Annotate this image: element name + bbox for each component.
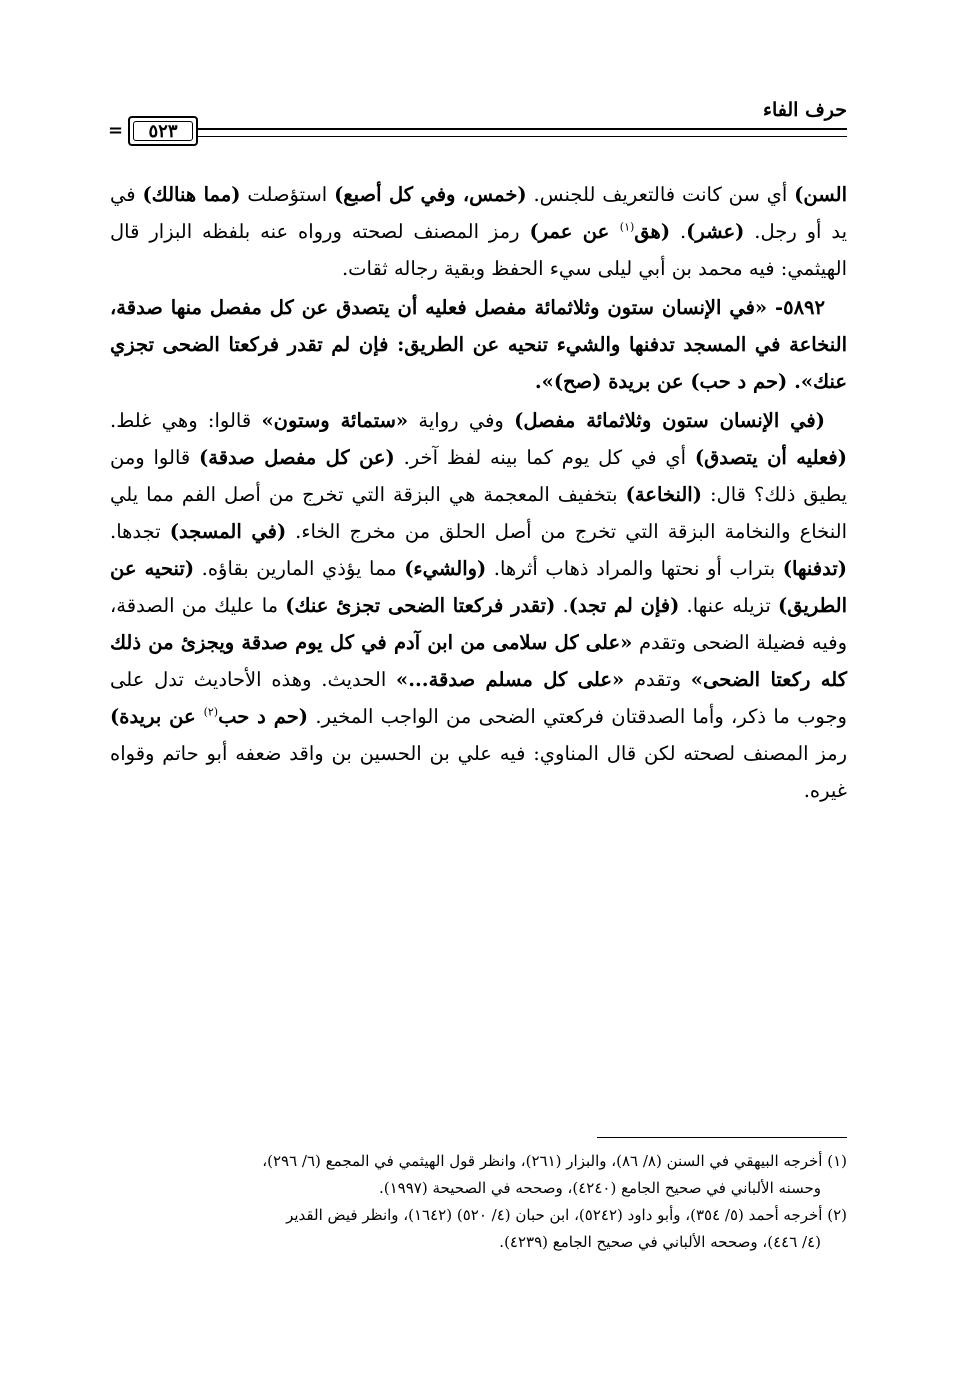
hadith-number: ٥٨٩٢- <box>767 296 825 319</box>
main-text <box>110 176 847 811</box>
hadith-text: «في الإنسان ستون وثلاثمائة مفصل فعليه أن يتصدق عن كل مفصل منها صدقة، النخاعة في المسجد تدفنها والشيء تنحيه عن الطريق: فإن لم تقدر فركعتا الضحى تجزي عنك». (حم د حب) عن بريدة (صح)». <box>110 296 847 393</box>
footnote-ref-1[interactable]: (١) <box>619 220 635 234</box>
footnote-2-line-1: (٢) أخرجه أحمد (٥/ ٣٥٤)، وأبو داود (٥٢٤٢)، ابن حبان (٤/ ٥٢٠) (١٦٤٢)، وانظر فيض القدير <box>286 1206 847 1224</box>
footnote-1-line-1: (١) أخرجه البيهقي في السنن (٨/ ٨٦)، والبزار (٢٦١)، وانظر قول الهيثمي في المجمع (٦/ ٢٩٦)، <box>262 1152 847 1170</box>
footnotes <box>110 1148 847 1256</box>
footnote-divider <box>597 1137 847 1138</box>
chapter-title: حرف الفاء <box>763 99 847 121</box>
paragraph-commentary-2: (في الإنسان ستون وثلاثمائة مفصل) وفي رواية «ستمائة وستون» قالوا: وهي غلط. (فعليه أن يتصدق) أي في كل يوم كما بينه لفظ آخر. (عن كل مفصل صدقة) قالوا ومن يطيق ذلك؟ قال: (النخاعة) بتخفيف المعجمة هي البزقة التي تخرج من أصل الفم مما يلي النخاع والنخامة البزقة التي تخرج من أصل الحلق من مخرج الخاء. (في المسجد) تجدها. (تدفنها) بتراب أو نحتها والمراد ذهاب أثرها. (والشيء) مما يؤذي المارين بقاؤه. (تنحيه عن الطريق) تزيله عنها. (فإن لم تجد). (تقدر فركعتا الضحى تجزئ عنك) ما عليك من الصدقة، وفيه فضيلة الضحى وتقدم «على كل سلامى من ابن آدم في كل يوم صدقة ويجزئ من ذلك كله ركعتا الضحى» وتقدم «على كل مسلم صدقة...» الحديث. وهذه الأحاديث تدل على وجوب ما ذكر، وأما الصدقتان فركعتي الضحى من الواجب المخير. (حم د حب$^{(٢)}$ عن بريدة) رمز المصنف لصحته لكن قال المناوي: فيه علي بن الحسين بن واقد ضعفه أبو حاتم وقواه غيره. <box>110 409 848 802</box>
paragraph-commentary-1: السن) أي سن كانت فالتعريف للجنس. (خمس، وفي كل أصبع) استؤصلت (مما هنالك) في يد أو رجل. (عشر). (هق$^{(١)}$ عن عمر) رمز المصنف لصحته ورواه عنه بلفظه البزار قال الهيثمي: فيه محمد بن أبي ليلى سيء الحفظ وبقية رجاله ثقات. <box>110 183 847 280</box>
page-number: ٥٢٣ <box>128 116 198 146</box>
footnote-1-line-2: وحسنه الألباني في صحيح الجامع (٤٢٤٠)، وصححه في الصحيحة (١٩٩٧). <box>379 1179 821 1197</box>
hadith-5892 <box>110 289 847 400</box>
footnote-ref-2[interactable]: (٢) <box>203 705 219 719</box>
footnote-2-line-2: (٤/ ٤٤٦)، وصححه الألباني في صحيح الجامع (٤٢٣٩). <box>499 1233 821 1251</box>
page-header <box>110 98 847 122</box>
page-edge-mark: = <box>108 120 124 141</box>
header-rule <box>197 128 847 137</box>
